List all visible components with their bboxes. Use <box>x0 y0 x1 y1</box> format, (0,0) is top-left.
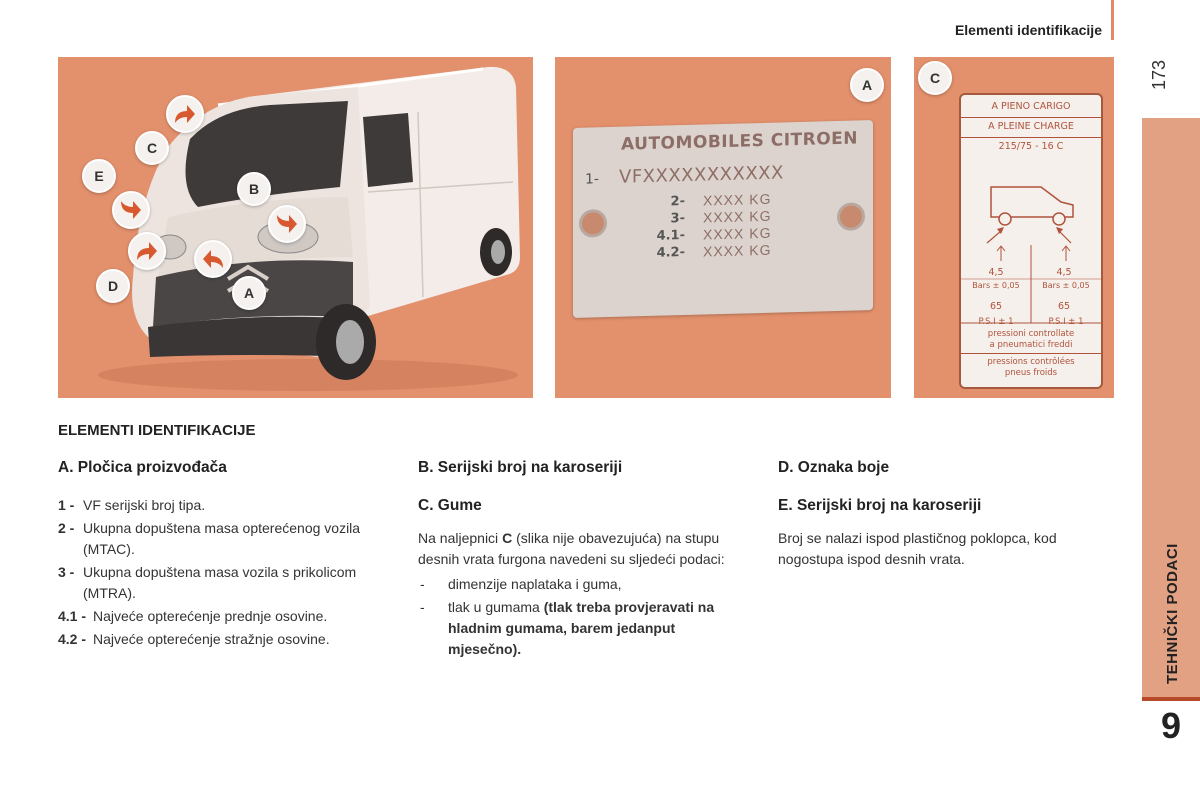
arrow-e-icon <box>112 191 150 229</box>
item-number: 4.1 - <box>58 608 87 624</box>
item-text: Najveće opterećenje stražnje osovine. <box>93 631 330 647</box>
dash-bullet: - <box>420 576 425 592</box>
list-item <box>418 574 748 595</box>
badge-plate-a: A <box>850 68 884 102</box>
rear-psi-unit: P.S.I ± 1 <box>1048 317 1084 327</box>
item-number: 4.2 - <box>58 631 87 647</box>
front-pressure-bar: 4,5 <box>988 267 1004 278</box>
badge-e: E <box>82 159 116 193</box>
front-psi-unit: P.S.I ± 1 <box>978 317 1014 327</box>
tyre-label-rule <box>961 353 1101 354</box>
heading-manufacturer-plate: A. Pločica proizvođača <box>58 459 227 476</box>
rear-bar-unit: Bars ± 0,05 <box>1042 281 1090 290</box>
rear-pressure-psi: 65 <box>1057 301 1071 312</box>
text: Na naljepnici <box>418 530 503 546</box>
item-number: 3 - <box>58 564 75 580</box>
section-heading: ELEMENTI IDENTIFIKACIJE <box>58 422 256 439</box>
tyre-label-rule <box>961 117 1101 118</box>
badge-tyre-c: C <box>918 61 952 95</box>
tyre-size: 215/75 - 16 C <box>998 141 1064 152</box>
column-manufacturer-plate <box>58 457 388 652</box>
page-number: 173 <box>1149 59 1169 91</box>
plate-row-number: 4.1- <box>656 227 685 244</box>
item-text-bold: (tlak treba provjeravati na hladnim gumama, barem jedanput mjesečno). <box>448 599 715 657</box>
chapter-tab-rule <box>1142 697 1200 701</box>
heading-tyres: C. Gume <box>418 497 482 514</box>
label-ref: C <box>502 530 513 546</box>
plate-row-value: XXXX KG <box>703 190 772 209</box>
list-item <box>58 562 388 604</box>
list-item <box>58 629 388 650</box>
text: (slika nije obavezujuća) na stupu desnih vrata furgona navedeni su sljedeći podaci: <box>418 530 725 567</box>
item-text: tlak u gumama <box>448 599 544 615</box>
plate-rivet-left <box>579 209 607 238</box>
item-text: dimenzije naplataka i guma, <box>448 576 622 592</box>
list-item <box>58 518 388 560</box>
item-text: Ukupna dopuštena masa vozila s prikolicom (MTRA). <box>83 564 357 601</box>
tyres-paragraph <box>418 528 748 570</box>
item-text: VF serijski broj tipa. <box>83 497 206 513</box>
plate-vin: VFXXXXXXXXXXX <box>619 162 784 188</box>
column-body-serial-and-tyres <box>418 457 748 660</box>
front-bar-unit: Bars ± 0,05 <box>972 281 1020 290</box>
badge-c: C <box>135 131 169 165</box>
note-italian-2: a pneumatici freddi <box>989 340 1073 350</box>
list-item <box>58 606 388 627</box>
list-item <box>58 495 388 516</box>
plate-row-value: XXXX KG <box>703 207 772 226</box>
plate-rivet-right <box>837 202 865 231</box>
item-number: 1 - <box>58 497 75 513</box>
tyre-label-line1: A PIENO CARIGO <box>991 101 1071 112</box>
manufacturer-plate <box>573 120 873 318</box>
tyre-label-line2: A PLEINE CHARGE <box>988 121 1074 132</box>
arrow-a-icon <box>194 240 232 278</box>
front-pressure-psi: 65 <box>989 301 1003 312</box>
arrow-d-icon <box>128 232 166 270</box>
dash-bullet: - <box>420 599 425 615</box>
badge-d: D <box>96 269 130 303</box>
note-french-1: pressions contrôlées <box>987 357 1075 367</box>
chapter-number: 9 <box>1160 705 1182 746</box>
tyre-label-rule <box>961 137 1101 138</box>
list-item <box>418 597 748 660</box>
item-text: Najveće opterećenje prednje osovine. <box>93 608 328 624</box>
heading-body-serial: B. Serijski broj na karoseriji <box>418 459 623 476</box>
van-illustration-panel <box>58 57 533 398</box>
rear-pressure-bar: 4,5 <box>1056 267 1072 278</box>
manufacturer-plate-panel <box>555 57 891 398</box>
plate-row-number: 4.2- <box>656 244 685 261</box>
note-italian-1: pressioni controllate <box>987 329 1075 339</box>
header-divider <box>1111 0 1114 40</box>
item-text: Ukupna dopuštena masa opterećenog vozila (MTAC). <box>83 520 361 557</box>
arrow-c-icon <box>166 95 204 133</box>
running-header: Elementi identifikacije <box>954 22 1102 38</box>
plate-title: AUTOMOBILES CITROEN <box>621 128 859 155</box>
plate-row-value: XXXX KG <box>703 241 772 260</box>
heading-body-serial-e: E. Serijski broj na karoseriji <box>778 497 982 514</box>
serial-paragraph: Broj se nalazi ispod plastičnog poklopca, kod nogostupa ispod desnih vrata. <box>778 530 1057 567</box>
chapter-tab-label <box>1142 118 1200 698</box>
badge-b: B <box>237 172 271 206</box>
badge-a: A <box>232 276 266 310</box>
plate-row-value: XXXX KG <box>703 224 772 243</box>
plate-row-number: 2- <box>670 193 685 210</box>
note-french-2: pneus froids <box>1004 368 1058 378</box>
chapter-title: TEHNIČKI PODACI <box>1164 543 1181 684</box>
heading-paint-code: D. Oznaka boje <box>778 459 890 476</box>
item-number: 2 - <box>58 520 75 536</box>
tyre-label-panel <box>914 57 1114 398</box>
plate-row-number: 3- <box>670 210 685 227</box>
tyre-van-diagram <box>971 157 1091 247</box>
arrow-b-icon <box>268 205 306 243</box>
plate-vin-number: 1- <box>585 171 599 188</box>
column-paint-and-serial <box>778 457 1108 574</box>
tyre-pressure-label <box>959 93 1103 389</box>
